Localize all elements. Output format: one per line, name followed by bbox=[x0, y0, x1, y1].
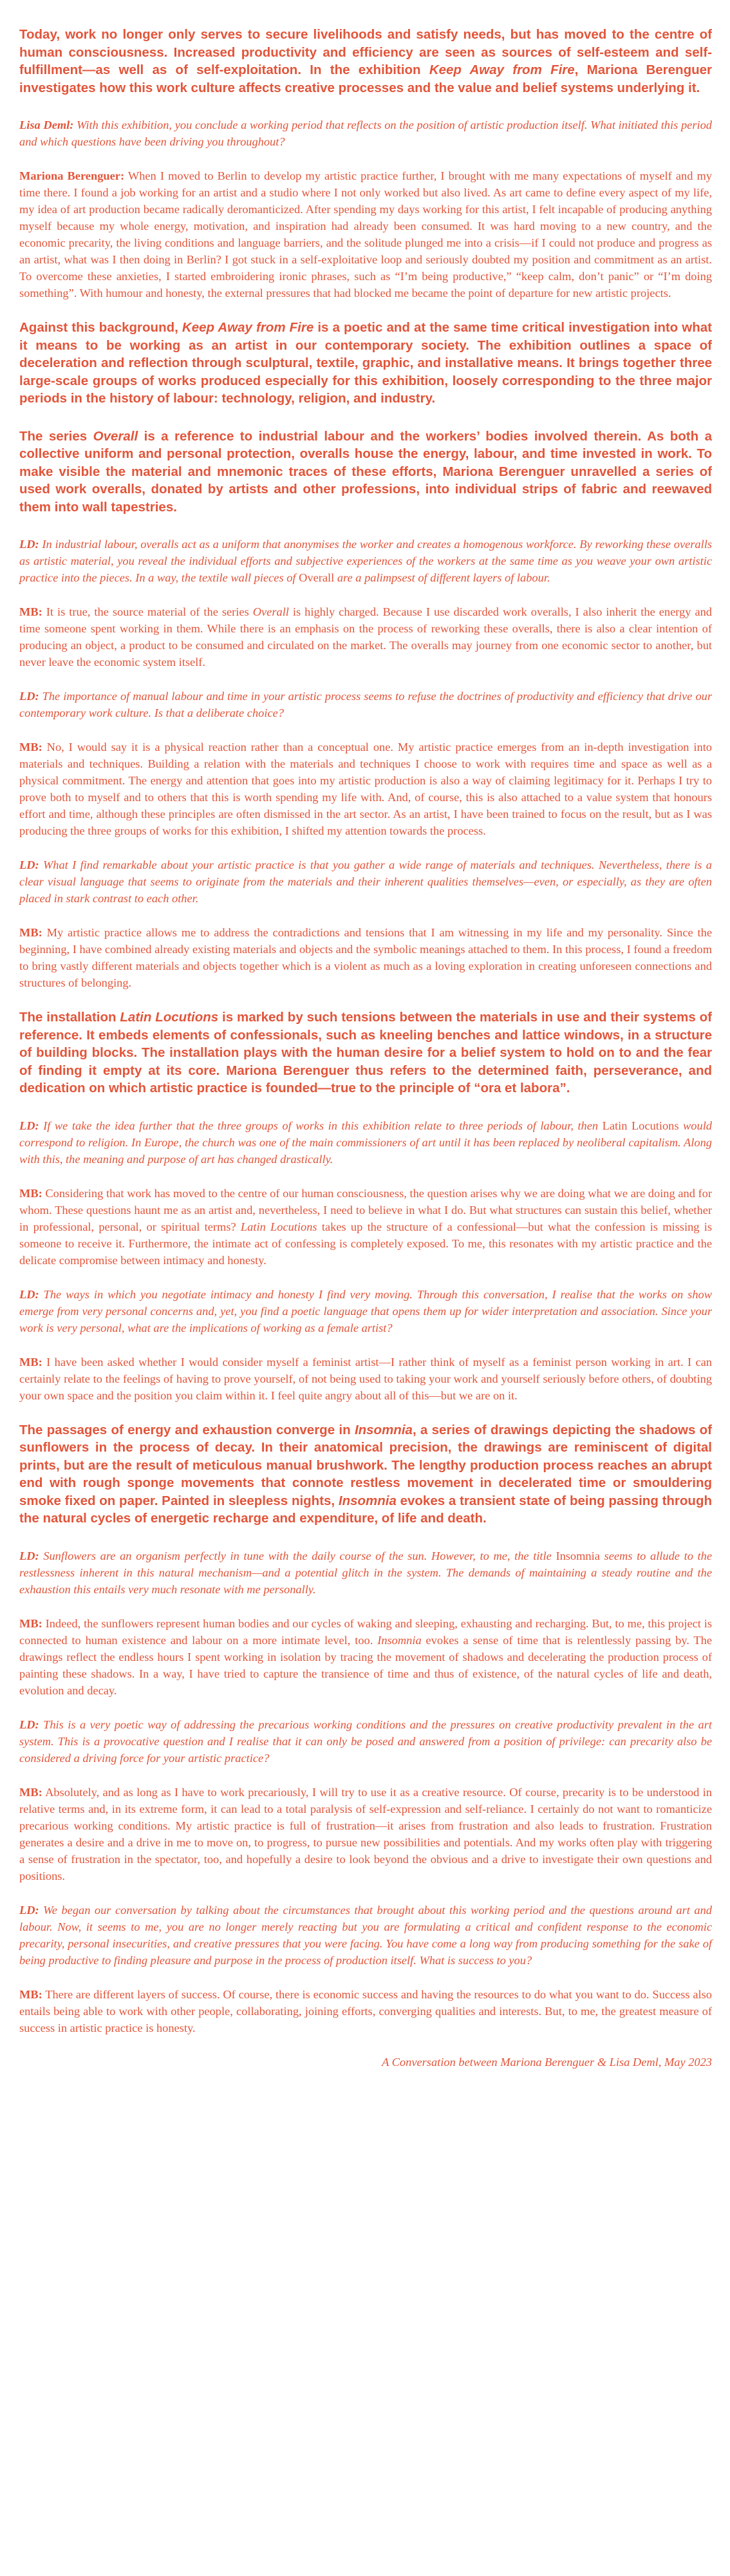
answer-text: No, I would say it is a physical reaction rather than a conceptual one. My artistic practice emerges from an in-depth investigation into materials and techniques. Building a relation with the materials and techniques I choose to work with requires time and space as well as a physical commitment. The energy and attention that goes into my artistic production is also a way of claiming legitimacy for it. Perhaps I try to prove both to myself and to others that this is worth spending my life with. And, of course, this is also attached to a value system that honours effort and time, although these principles are often dismissed in the art sector. As an artist, I have been trained to focus on the result, but as I was producing the three groups of works for this exhibition, I shifted my attention towards the process. bbox=[19, 741, 712, 837]
question-2 bbox=[19, 536, 712, 586]
speaker-label: MB: bbox=[19, 605, 42, 618]
speaker-label: LD: bbox=[19, 690, 39, 703]
question-text: The importance of manual labour and time in your artistic process seems to refuse the doctrines of productivity and efficiency that drive our contemporary work culture. Is that a deliberate choice? bbox=[19, 690, 712, 719]
exhibition-paragraph bbox=[19, 319, 712, 408]
speaker-label: MB: bbox=[19, 1987, 42, 2001]
work-title: Latin Locutions bbox=[120, 1010, 219, 1025]
question-4 bbox=[19, 857, 712, 907]
speaker-label: Lisa Deml: bbox=[19, 118, 74, 131]
work-title: Insomnia bbox=[354, 1422, 413, 1437]
exhibition-title: Keep Away from Fire bbox=[182, 320, 314, 335]
question-text-pre: If we take the idea further that the three groups of works in this exhibition relate to three periods of labour, then bbox=[39, 1119, 603, 1132]
question-text: The ways in which you negotiate intimacy and honesty I find very moving. Through this conversation, I realise that the works on show emerge from very personal concerns and, yet, you find a poetic language that opens them up for wider interpretation and association. Since your work is very personal, what are the implications of working as a female artist? bbox=[19, 1287, 712, 1334]
answer-8 bbox=[19, 1784, 712, 1884]
speaker-label: MB: bbox=[19, 1785, 42, 1799]
overall-paragraph bbox=[19, 428, 712, 516]
paragraph-text-mid: , a series of drawings depicting the shadows of sunflowers in the process of decay. In their anatomical precision, the drawings are reminiscent of digital prints, but are the result of meticulous manual brushwork. The lengthy production process reaches an abrupt end with rough sponge movements that connote restless movement in decelerated time or smouldering smoke fixed on paper. Painted in sleepless nights, bbox=[19, 1422, 712, 1508]
work-title: Overall bbox=[299, 571, 335, 584]
speaker-label: LD: bbox=[19, 538, 39, 551]
paragraph-text-post: is marked by such tensions between the materials in use and their systems of reference. It embeds elements of confessionals, such as kneeling benches and lattice windows, in a structure of building blocks. The installation plays with the human desire for a belief system to hold on to and the fear of finding it empty at its core. Mariona Berenguer thus refers to the determined faith, perseverance, and dedication on which artistic practice is founded—true to the principle of “ora et labora”. bbox=[19, 1010, 712, 1095]
answer-text: When I moved to Berlin to develop my artistic practice further, I brought with me many expectations of myself and my time there. I found a job working for an artist and a studio where I not only worked but also lived. As art came to define every aspect of my life, my idea of art production became radically deromanticized. After spending my days working for this artist, I felt incapable of producing anything myself because my whole energy, motivation, and inspiration had already been consumed. It was hard moving to a new country, and the economic precarity, the living conditions and language barriers, and the solitude plunged me into a crisis—if I could not produce and progress as an artist, what was I then doing in Berlin? I got stuck in a self-exploitative loop and seriously doubted my position and commitment as an artist. To overcome these anxieties, I started embroidering ironic phrases, such as “I’m being productive,” “keep calm, don’t panic” or “I’m doing something”. With humour and honesty, the external pressures that had blocked me became the point of departure for new artistic projects. bbox=[19, 169, 712, 299]
paragraph-text-post: is a reference to industrial labour and the workers’ bodies involved therein. As both a collective uniform and personal protection, overalls house the energy, labour, and time invested in work. To make visible the material and mnemonic traces of these efforts, Mariona Berenguer unravelled a series of used work overalls, donated by artists and other professions, into individual strips of fabric and reewaved them into wall tapestries. bbox=[19, 428, 712, 515]
answer-text-post: takes up the structure of a confessional—but what the confession is missing is someone to receive it. Furthermore, the intimate act of confessing is completely exposed. To me, this resonates with my artistic practice and the delicate compromise between intimacy and honesty. bbox=[19, 1220, 712, 1267]
question-text: This is a very poetic way of addressing the precarious working conditions and the pressures on creative productivity prevalent in the art system. This is a provocative question and I realise that it can only be posed and answered from a position of privilege: can precarity also be considered a driving force for your artistic practice? bbox=[19, 1718, 712, 1765]
work-title: Overall bbox=[93, 428, 138, 444]
question-7 bbox=[19, 1548, 712, 1598]
question-9 bbox=[19, 1902, 712, 1969]
paragraph-text-post: evokes a transient state of being passing through the natural cycles of energetic recharge and expenditure, of life and death. bbox=[19, 1493, 712, 1526]
answer-text-pre: It is true, the source material of the series bbox=[42, 605, 253, 618]
answer-text: I have been asked whether I would consider myself a feminist artist—I rather think of myself as a feminist person working in art. I can certainly relate to the feelings of having to prove yourself, of not being used to taking your work and yourself seriously before others, of doubting your own space and the position you claim within it. I feel quite angry about all of this—but we are on it. bbox=[19, 1355, 712, 1402]
question-text-pre: Sunflowers are an organism perfectly in tune with the daily course of the sun. However, to me, the title bbox=[39, 1549, 556, 1562]
insomnia-paragraph bbox=[19, 1421, 712, 1528]
answer-text: Absolutely, and as long as I have to work precariously, I will try to use it as a creative resource. Of course, precarity is to be understood in relative terms and, in its extreme form, it can lead to a total paralysis of self-expression and self-reliance. I certainly do not want to romanticize precarious working conditions. My artistic practice is full of frustration—it arises from frustration and also leads to frustration. Frustration generates a desire and a drive in me to move on, to progress, to pursue new possibilities and potentials. And my works often play with triggering a sense of frustration in the spectator, too, and hopefully a desire to look beyond the obvious and a drive to investigate their own questions and positions. bbox=[19, 1785, 712, 1882]
speaker-label: LD: bbox=[19, 1718, 39, 1731]
speaker-label: MB: bbox=[19, 741, 42, 753]
intro-text-pre: Today, work no longer only serves to secure livelihoods and satisfy needs, but has moved to the centre of human consciousness. Increased productivity and efficiency are seen as sources of self-esteem and self-fulfillment—as well as of self-exploitation. In the exhibition bbox=[19, 27, 712, 77]
paragraph-text-pre: The series bbox=[19, 428, 93, 444]
paragraph-text-post: is a poetic and at the same time critical investigation into what it means to be working as an artist in our contemporary society. The exhibition outlines a space of deceleration and reflection through sculptural, textile, graphic, and installative means. It brings together three large-scale groups of works produced especially for this exhibition, loosely corresponding to the three major periods in the history of labour: technology, religion, and industry. bbox=[19, 320, 712, 406]
answer-5 bbox=[19, 1185, 712, 1269]
answer-text-post: evokes a sense of time that is relentlessly passing by. The drawings reflect the endless hours I spent working in isolation by tracing the movement of shadows and decelerating the production process of painting these shadows. In a way, I have tried to capture the transience of time and thus of existence, of the natural cycles of life and death, evolution and decay. bbox=[19, 1633, 712, 1697]
speaker-label: MB: bbox=[19, 926, 42, 939]
question-5 bbox=[19, 1117, 712, 1168]
speaker-label: LD: bbox=[19, 1287, 39, 1301]
work-title: Insomnia bbox=[556, 1549, 600, 1562]
work-title: Latin Locutions bbox=[602, 1119, 679, 1132]
paragraph-text-pre: Against this background, bbox=[19, 320, 182, 335]
answer-text-post: is highly charged. Because I use discarded work overalls, I also inherit the energy and time someone spent working in them. While there is an emphasis on the process of reworking these overalls, there is also a clear intention of producing an object, a product to be consumed and circulated on the market. The overalls may journey from one economic sector to another, but never leave the economic system itself. bbox=[19, 605, 712, 668]
answer-3 bbox=[19, 739, 712, 839]
intro-text-post: , Mariona Berenguer investigates how this work culture affects creative processes and the value and belief systems underlying it. bbox=[19, 62, 713, 95]
work-title: Latin Locutions bbox=[240, 1220, 317, 1233]
question-1 bbox=[19, 117, 712, 150]
answer-text-pre: Considering that work has moved to the centre of our human consciousness, the question arises why we are doing what we are doing and for whom. These questions haunt me as an artist and, nevertheless, I need to believe in what I do. But what structures can sustain this belief, whether in professional, personal, or spiritual terms? bbox=[19, 1186, 712, 1233]
question-3 bbox=[19, 688, 712, 721]
question-text-pre: In industrial labour, overalls act as a uniform that anonymises the worker and creates a homogenous workforce. By reworking these overalls as artistic material, you reveal the individual efforts and subjective experiences of the workers at the same time as you weave your own artistic practice into the pieces. In a way, the textile wall pieces of bbox=[19, 538, 712, 584]
answer-1 bbox=[19, 167, 712, 301]
conversation-credit: A Conversation between Mariona Berenguer & Lisa Deml, May 2023 bbox=[382, 2055, 712, 2069]
work-title: Insomnia bbox=[338, 1493, 397, 1508]
answer-text: There are different layers of success. Of course, there is economic success and having the resources to do what you want to do. Success also entails being able to work with other people, collaborating, joining efforts, converging qualities and interests. But, to me, the greatest measure of success in artistic practice is honesty. bbox=[19, 1987, 712, 2034]
speaker-label: Mariona Berenguer: bbox=[19, 169, 125, 182]
speaker-label: LD: bbox=[19, 1119, 39, 1132]
answer-6 bbox=[19, 1354, 712, 1404]
work-title: Overall bbox=[252, 605, 289, 618]
speaker-label: LD: bbox=[19, 1549, 39, 1562]
speaker-label: MB: bbox=[19, 1355, 42, 1368]
question-8 bbox=[19, 1716, 712, 1766]
speaker-label: LD: bbox=[19, 858, 39, 871]
answer-7 bbox=[19, 1615, 712, 1699]
answer-9 bbox=[19, 1986, 712, 2036]
question-text: What I find remarkable about your artistic practice is that you gather a wide range of materials and techniques. Nevertheless, there is a clear visual language that seems to originate from the materials and their inherent qualities themselves—even, or especially, as they are often placed in stark contrast to each other. bbox=[19, 858, 712, 905]
exhibition-title: Keep Away from Fire bbox=[429, 62, 575, 77]
question-text-post: are a palimpsest of different layers of labour. bbox=[334, 571, 550, 584]
question-text: With this exhibition, you conclude a working period that reflects on the position of artistic production itself. What initiated this period and which questions have been driving you throughout? bbox=[19, 118, 712, 148]
answer-2 bbox=[19, 603, 712, 670]
question-text: We began our conversation by talking about the circumstances that brought about this working period and the questions around art and labour. Now, it seems to me, you are no longer merely reacting but you are formulating a critical and confident response to the economic precarity, personal insecurities, and creative pressures that you were facing. You have come a long way from producing something for the sake of being productive to finding pleasure and purpose in the process of production itself. What is success to you? bbox=[19, 1903, 712, 1967]
paragraph-text-pre: The installation bbox=[19, 1010, 120, 1025]
paragraph-text-pre: The passages of energy and exhaustion converge in bbox=[19, 1422, 355, 1437]
speaker-label: MB: bbox=[19, 1616, 42, 1630]
question-text-post: would correspond to religion. In Europe, the church was one of the main commissioners of art until it has been replaced by neoliberal capitalism. Along with this, the meaning and purpose of art has changed drastically. bbox=[19, 1119, 712, 1166]
speaker-label: MB: bbox=[19, 1186, 42, 1200]
speaker-label: LD: bbox=[19, 1903, 39, 1917]
answer-text-pre: Indeed, the sunflowers represent human bodies and our cycles of waking and sleeping, exhausting and recharging. But, to me, this project is connected to human existence and labour on a more intimate level, too. bbox=[19, 1616, 712, 1647]
question-text-post: seems to allude to the restlessness inherent in this natural mechanism—and a potential glitch in the system. The demands of maintaining a steady routine and the exhaustion this entails very much resonate with me personally. bbox=[19, 1549, 712, 1596]
work-title: Insomnia bbox=[377, 1633, 422, 1647]
question-6 bbox=[19, 1286, 712, 1336]
answer-text: My artistic practice allows me to address the contradictions and tensions that I am witnessing in my life and my personality. Since the beginning, I have combined already existing materials and objects and the symbolic meanings attached to them. In this process, I found a freedom to bring vastly different materials and objects together which is a violent as much as a loving exploration in creating unforeseen connections and structures of belonging. bbox=[19, 926, 712, 989]
intro-paragraph bbox=[19, 26, 712, 97]
latin-locutions-paragraph bbox=[19, 1009, 712, 1097]
answer-4 bbox=[19, 924, 712, 991]
